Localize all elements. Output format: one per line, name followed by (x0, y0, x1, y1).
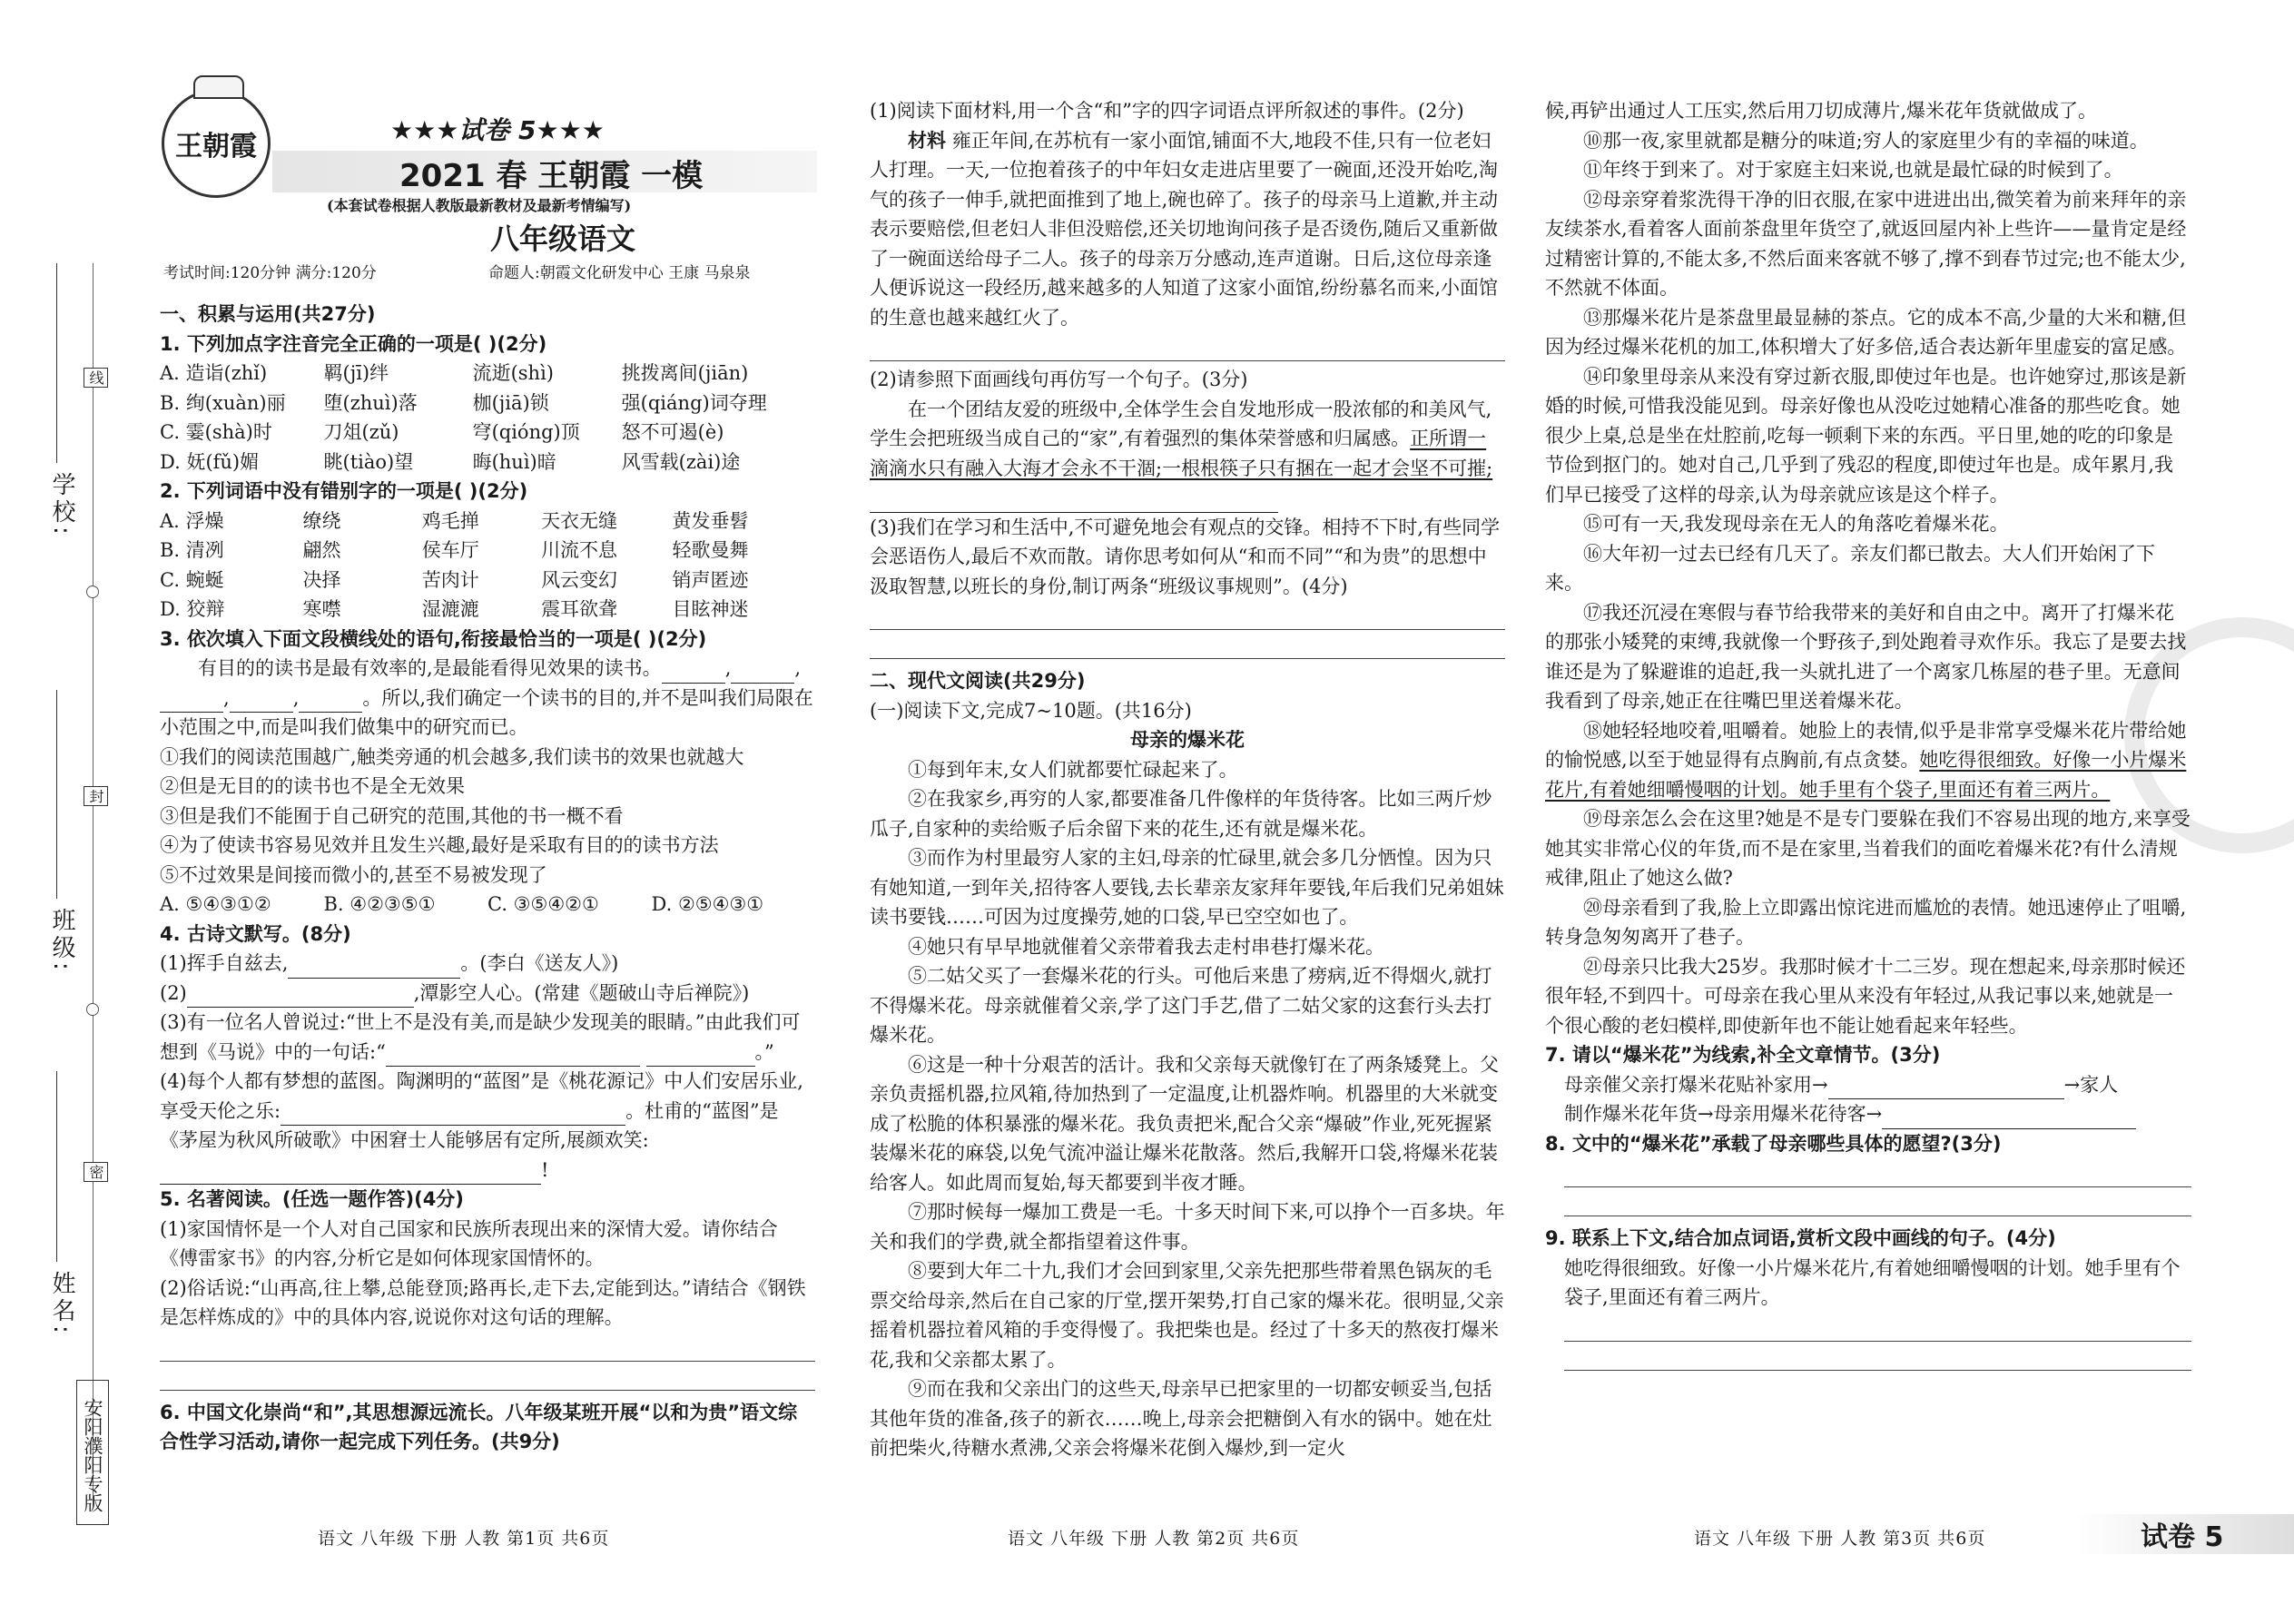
essay-paragraph: 候,再铲出通过人工压实,然后用刀切成薄片,爆米花年货就做成了。 (1545, 100, 2098, 122)
essay-paragraph-18 (1545, 716, 2191, 805)
answer-blank[interactable] (1828, 1078, 2064, 1099)
seal-mark-seal: 封 (84, 786, 108, 806)
essay-paragraph: ⑪年终于到来了。对于家庭主妇来说,也就是最忙碌的时候到了。 (1583, 159, 2123, 181)
answer-blank[interactable] (299, 691, 362, 713)
answer-line[interactable] (870, 332, 1505, 361)
section-title: 二、现代文阅读(共29分) (870, 670, 1086, 692)
option-word: 苦肉计 (421, 568, 479, 591)
option[interactable]: C. ③⑤④②① (487, 893, 599, 915)
option[interactable]: D. 狡辩 (160, 598, 225, 620)
essay-title: 母亲的爆米花 (1130, 729, 1245, 751)
q4-text: (3)有一位名人曾说过:“世上不是没有美,而是缺少发现美的眼睛。”由此我们可想到《马说》中的一句话:“ (160, 1011, 801, 1063)
class-label: 班级: (48, 908, 75, 974)
name-field[interactable] (56, 1071, 57, 1262)
binding-hole (86, 586, 99, 598)
essay-paragraph: ⑨而在我和父亲出门的这些天,母亲早已把家里的一切都安顿妥当,包括其他年货的准备,孩子的新衣……晚上,母亲会把糖倒入有水的锅中。她在灶前把柴火,待糖水煮沸,父亲会将爆米花倒入爆炒,到一定火 (870, 1378, 1492, 1459)
answer-blank[interactable] (731, 662, 794, 684)
essay-paragraph: ⑳母亲看到了我,脸上立即露出惊诧进而尴尬的表情。她迅速停止了咀嚼,转身急匆匆离开了巷子。 (1545, 896, 2187, 948)
option-word: 风雪载(zài)途 (621, 450, 741, 473)
option-word: 刀俎(zǔ) (323, 421, 399, 443)
essay-paragraph: ⑬那爆米花片是茶盘里最显赫的茶点。它的成本不高,少量的大米和糖,但因为经过爆米花机的加工,体积增大了好多倍,适合表达新年里虚妄的富足感。 (1545, 306, 2187, 358)
binding-hole (86, 1003, 99, 1016)
subject-title: 八年级语文 (490, 221, 636, 256)
option[interactable]: A. 浮燥 (160, 509, 224, 532)
option[interactable]: D. ②⑤④③① (651, 893, 764, 915)
answer-line[interactable] (160, 1333, 815, 1362)
q4-text: ! (541, 1158, 549, 1181)
question-2: 2. 下列词语中没有错别字的一项是( )(2分) (160, 480, 528, 502)
page-footer: 语文 八年级 下册 人教 第2页 共6页 (1008, 1529, 1300, 1549)
answer-blank[interactable] (288, 957, 460, 979)
option-word: 堕(zhuì)落 (323, 391, 418, 414)
crown-icon (193, 75, 244, 99)
essay-paragraph: ③而作为村里最穷人家的主妇,母亲的忙碌里,就会多几分恓惶。因为只有她知道,一到年关,招待客人要钱,去长辈亲友家拜年要钱,年后我们兄弟姐妹读书要钱……可因为过度操劳,她的口袋,早已空空如也了。 (870, 847, 1504, 928)
essay-paragraph: ⑧要到大年二十九,我们才会回到家里,父亲先把那些带着黑色锅灰的毛票交给母亲,然后在自己家的厅堂,摆开架势,打自己家的爆米花。很明显,父亲摇着机器拉着风箱的手变得慢了。我把柴也是。经过了十多天的熬夜打爆米花,我和父亲都太累了。 (870, 1260, 1504, 1371)
option-word: 黄发垂髫 (672, 509, 749, 532)
q7-text: →家人 (2063, 1073, 2119, 1096)
option-word: 轻歌曼舞 (672, 539, 749, 561)
q1-options (160, 359, 815, 477)
material-label: 材料 (908, 129, 946, 152)
option-word: 决择 (302, 568, 341, 591)
q9-quote: 她吃得很细致。好像一小片爆米花片,有着她细嚼慢咽的计划。她手里有个袋子,里面还有着三两片。 (1564, 1256, 2181, 1308)
exam-number: ★★★试卷 5★★★ (390, 115, 605, 145)
option-word: 枷(jiā)锁 (472, 391, 549, 414)
q4-item-1 (160, 949, 815, 979)
option-word: 怒不可遏(è) (621, 421, 724, 443)
option-word: 鸡毛掸 (421, 509, 479, 532)
q4-item-4 (160, 1067, 815, 1185)
q4-text: (4)每个人都有梦想的蓝图。陶渊明的“蓝图”是《桃花源记》中人们安居乐业,享受天伦之乐: (160, 1070, 803, 1122)
q7-text: 制作爆米花年货→母亲用爆米花待客→ (1564, 1103, 1883, 1125)
q4-item-2: (2) ,潭影空人心。(常建《题破山寺后禅院》) (160, 979, 815, 1009)
q3-passage-text: 有目的的读书是最有效率的,是最能看得见效果的读书。 (198, 657, 662, 679)
paragraph-text: ⑱她轻轻地咬着,咀嚼着。她脸上的表情,似乎是非常享受爆米花片带给她的愉悦感,以至于她显得有点胸前,有点贪婪。 (1545, 719, 2187, 771)
essay-paragraph: ⑦那时候每一爆加工费是一毛。十多天时间下来,可以挣个一百多块。年关和我们的学费,就全都指望着这件事。 (870, 1201, 1505, 1253)
answer-blank[interactable] (662, 662, 725, 684)
school-field[interactable] (56, 263, 57, 463)
option[interactable]: A. 造诣(zhǐ) (160, 362, 268, 384)
q3-options (160, 890, 815, 920)
essay-paragraph: ⑰我还沉浸在寒假与春节给我带来的美好和自由之中。离开了打爆米花的那张小矮凳的束缚,我就像一个野孩子,到处跑着寻欢作乐。我忘了是要去找谁还是为了躲避谁的追赶,我一头就扎进了一个离家几栋屋的巷子里。无意间我看到了母亲,她正在往嘴巴里送着爆米花。 (1545, 601, 2187, 712)
answer-blank[interactable] (187, 986, 414, 1008)
class-field[interactable] (56, 690, 57, 899)
q2-options (160, 507, 815, 625)
option-word: 穹(qióng)顶 (472, 421, 580, 443)
page-footer: 语文 八年级 下册 人教 第3页 共6页 (1694, 1529, 1986, 1549)
q4-text: ,潭影空人心。(常建《题破山寺后禅院》) (413, 981, 750, 1004)
answer-blank[interactable] (386, 1045, 640, 1067)
q4-text: 。杜甫的“蓝图”是《茅屋为秋风所破歌》中困窘士人能够居有定所,展颜欢笑: (160, 1099, 779, 1151)
option[interactable]: B. ④②③⑤① (323, 893, 436, 915)
q3-passage-text: 。所以,我们确定一个读书的目的,并不是叫我们局限在小范围之中,而是叫我们做集中的研究而已。 (160, 686, 813, 738)
essay-paragraph: ⑥这是一种十分艰苦的活计。我和父亲每天就像钉在了两条矮凳上。父亲负责摇机器,拉风箱,待加热到了一定温度,让机器炸响。机器里的大米就变成了松脆的体积暴涨的爆米花。我负责把米,配合父亲“爆破”作业,死死握紧装爆米花的麻袋,以免气流冲溢让爆米花散落。然后,我解开口袋,将爆米花装给客人。如此周而复始,每天都要到半夜才睡。 (870, 1053, 1499, 1194)
option-word: 风云变幻 (541, 568, 618, 591)
essay-paragraph: ⑭印象里母亲从来没有穿过新衣服,即使过年也是。也许她穿过,那该是新婚的时候,可惜我没能见到。母亲好像也从没吃过她精心准备的那些吃食。她很少上桌,总是坐在灶腔前,吃每一顿剩下来的东西。平日里,她的吃的印象是节俭到抠门的。她对自己,几乎到了残忍的程度,即使过年也是。成年累月,我们早已接受了这样的母亲,认为母亲就应该是这个样子。 (1545, 365, 2187, 506)
material-text: 雍正年间,在苏杭有一家小面馆,铺面不大,地段不佳,只有一位老妇人打理。一天,一位抱着孩子的中年妇女走进店里要了一碗面,还没开始吃,淘气的孩子一伸手,就把面推到了地上,碗也碎了。孩子的母亲马上道歉,并主动表示要赔偿,但老妇人非但没赔偿,还关切地询问孩子是否烫伤,随后又重新做了一碗面送给母子二人。孩子的母亲万分感动,连声道谢。日后,这位母亲逢人便诉说这一段经历,越来越多的人知道了这家小面馆,纷纷慕名而来,小面馆的生意也越来越红火了。 (870, 129, 1499, 329)
answer-blank[interactable] (230, 691, 293, 713)
question-5: 5. 名著阅读。(任选一题作答)(4分) (160, 1188, 464, 1210)
question-1: 1. 下列加点字注音完全正确的一项是( )(2分) (160, 332, 547, 355)
option[interactable]: C. 霎(shà)时 (160, 421, 272, 443)
essay-paragraph: ⑩那一夜,家里就都是糖分的味道;穷人的家庭里少有的幸福的味道。 (1583, 129, 2149, 152)
option[interactable]: B. 清冽 (160, 539, 224, 561)
logo-text: 王朝霞 (175, 131, 257, 162)
option-word: 川流不息 (541, 539, 618, 561)
option[interactable]: A. ⑤④③①② (160, 893, 271, 915)
answer-line[interactable] (1564, 1313, 2191, 1342)
exam-title: 2021 春 王朝霞 一模 (399, 158, 704, 194)
q3-item: ①我们的阅读范围越广,触类旁通的机会越多,我们读书的效果也就越大 (160, 745, 744, 768)
essay-paragraph: ㉑母亲只比我大25岁。我那时候才十二三岁。现在想起来,母亲那时候还很年轻,不到四十。可母亲在我心里从来没有年轻过,从我记事以来,她就是一个很心酸的老妇模样,即使新年也不能让她看起来年轻些。 (1545, 955, 2186, 1037)
edition-label: 安阳濮阳专版 (76, 1380, 109, 1525)
exam-time-info: 考试时间:120分钟 满分:120分 (163, 264, 377, 282)
q6-2: (2)请参照下面画线句再仿写一个句子。(3分) (870, 369, 1248, 390)
q3-item: ⑤不过效果是间接而微小的,甚至不易被发现了 (160, 863, 547, 886)
option-word: 流逝(shì) (472, 362, 554, 384)
q5-option-2: (2)俗话说:“山再高,往上攀,总能登顶;路再长,走下去,定能到达。”请结合《钢铁是怎样炼成的》中的具体内容,说说你对这句话的理解。 (160, 1276, 806, 1328)
answer-line[interactable] (1564, 1342, 2191, 1371)
answer-blank[interactable] (1882, 1107, 2136, 1129)
logo (162, 89, 271, 198)
option-word: 目眩神迷 (672, 598, 749, 620)
answer-line[interactable] (870, 601, 1505, 630)
underlined-sentence: 正所谓一滴滴水只有融入大海才会永不干涸;一根根筷子只有捆在一起才会坚不可摧; (870, 428, 1493, 479)
question-3: 3. 依次填入下面文段横线处的语句,衔接最恰当的一项是( )(2分) (160, 627, 707, 650)
option[interactable]: B. 绚(xuàn)丽 (160, 391, 286, 414)
answer-line[interactable] (160, 1362, 815, 1391)
essay-paragraph: ①每到年末,女人们就都要忙碌起来了。 (908, 758, 1238, 781)
column-2 (870, 96, 1505, 1463)
q3-passage: 有目的的读书是最有效率的,是最能看得见效果的读书。 , ,, , 。所以,我们确定一个读书的目的,并不是叫我们局限在小范围之中,而是叫我们做集中的研究而已。 (160, 657, 813, 738)
answer-blank[interactable] (160, 1163, 541, 1185)
underlined-sentence: 她吃得很细致。好像一小片爆米花片,有着她细嚼慢咽的计划。她手里有个袋子,里面还有着三两片。 (1545, 749, 2187, 801)
exam-badge: 试卷 5 (2141, 1521, 2224, 1553)
question-7: 7. 请以“爆米花”为线索,补全文章情节。(3分) (1545, 1044, 1941, 1066)
section-title: 一、积累与运用(共27分) (160, 303, 376, 325)
material-passage (870, 126, 1505, 333)
option-word: 翩然 (302, 539, 341, 561)
option[interactable]: D. 妩(fǔ)媚 (160, 450, 260, 473)
q4-text: (1)挥手自兹去, (160, 952, 289, 974)
option-word: 销声匿迹 (672, 568, 749, 591)
name-label: 姓名: (48, 1271, 75, 1337)
essay-paragraph: ②在我家乡,再穷的人家,都要准备几件像样的年货待客。比如三两斤炒瓜子,自家种的卖给贩子后余留下来的花生,还有就是爆米花。 (870, 788, 1492, 840)
q7-flow (1545, 1070, 2191, 1100)
subsection-title: (一)阅读下文,完成7~10题。(共16分) (870, 699, 1192, 722)
option-word: 震耳欲聋 (541, 598, 618, 620)
exam-note: (本套试卷根据人教版最新教材及最新考情编写) (327, 197, 632, 214)
answer-line[interactable] (1564, 1187, 2191, 1216)
q5-option-1: (1)家国情怀是一个人对自己国家和民族所表现出来的深情大爱。请你结合《傅雷家书》的内容,分析它是如何体现家国情怀的。 (160, 1217, 778, 1269)
essay-paragraph: ⑲母亲怎么会在这里?她是不是专门要躲在我们不容易出现的地方,来享受她其实非常心仪的年货,而不是在家里,当着我们的面吃着爆米花?有什么清规戒律,阻止了她这么做? (1545, 808, 2191, 889)
answer-blank[interactable] (870, 491, 1278, 513)
author-info: 命题人:朝霞文化研发中心 王康 马泉泉 (488, 264, 751, 282)
question-8: 8. 文中的“爆米花”承载了母亲哪些具体的愿望?(3分) (1545, 1132, 2002, 1155)
option-word: 晦(huì)暗 (472, 450, 556, 473)
essay-paragraph: ④她只有早早地就催着父亲带着我去走村串巷打爆米花。 (908, 935, 1384, 958)
answer-line[interactable] (870, 630, 1505, 659)
option[interactable]: C. 蜿蜒 (160, 568, 224, 591)
q3-item: ②但是无目的的读书也不是全无效果 (160, 775, 465, 797)
column-1 (160, 300, 815, 1457)
essay-paragraph: ⑮可有一天,我发现母亲在无人的角落吃着爆米花。 (1583, 513, 2009, 535)
option-word: 挑拨离间(jiān) (621, 362, 749, 384)
q6-2-text: 在一个团结友爱的班级中,全体学生会自发地形成一股浓郁的和美风气,学生会把班级当成自己的“家”,有着强烈的集体荣誉感和归属感。 (870, 398, 1492, 449)
essay-paragraph: ⑤二姑父买了一套爆米花的行头。可他后来患了痨病,近不得烟火,就打不得爆米花。母亲就催着父亲,学了这门手艺,借了二姑父家的这套行头去打爆米花。 (870, 965, 1492, 1046)
q4-text: 。” (754, 1040, 774, 1063)
q7-flow (1545, 1099, 2191, 1129)
answer-blank[interactable] (160, 691, 223, 713)
q3-item: ③但是我们不能囿于自己研究的范围,其他的书一概不看 (160, 804, 624, 827)
option-word: 缭绕 (302, 509, 341, 532)
school-label: 学校: (48, 472, 75, 538)
q6-3: (3)我们在学习和生活中,不可避免地会有观点的交锋。相持不下时,有些同学会恶语伤人,最后不欢而散。请你思考如何从“和而不同”“和为贵”的思想中汲取智慧,以班长的身份,制订两条“班级议事规则”。(4分) (870, 516, 1501, 597)
answer-line[interactable] (1564, 1158, 2191, 1187)
option-word: 侯车厅 (421, 539, 479, 561)
essay-paragraph: ⑫母亲穿着浆洗得干净的旧衣服,在家中进进出出,微笑着为前来拜年的亲友续茶水,看着客人面前茶盘里年货空了,就返回屋内补上些许——量肯定是经过精密计算的,不能太多,不然后面来客就不够了,撑不到春节过完;也不能太少,不然就不体面。 (1545, 188, 2187, 299)
option-word: 湿漉漉 (421, 598, 479, 620)
answer-blank[interactable] (281, 1104, 625, 1126)
seal-mark-line: 线 (84, 368, 108, 388)
column-3 (1545, 96, 2191, 1371)
answer-blank[interactable] (646, 1045, 755, 1067)
option-word: 寒噤 (302, 598, 341, 620)
q3-item: ④为了使读书容易见效并且发生兴趣,最好是采取有目的的读书方法 (160, 834, 719, 856)
option-word: 天衣无缝 (541, 509, 618, 532)
option-word: 羁(jī)绊 (323, 362, 389, 384)
question-6: 6. 中国文化崇尚“和”,其思想源远流长。八年级某班开展“以和为贵”语文综合性学习活动,请你一起完成下列任务。(共9分) (160, 1401, 798, 1452)
option-word: 强(qiáng)词夺理 (621, 391, 767, 414)
q6-1: (1)阅读下面材料,用一个含“和”字的四字词语点评所叙述的事件。(2分) (870, 100, 1464, 122)
essay-paragraph: ⑯大年初一过去已经有几天了。亲友们都已散去。大人们开始闲了下来。 (1545, 542, 2155, 594)
q6-2-passage (870, 395, 1505, 513)
binding-line (93, 263, 94, 1507)
page-footer: 语文 八年级 下册 人教 第1页 共6页 (318, 1529, 610, 1549)
question-9: 9. 联系上下文,结合加点词语,赏析文段中画线的句子。(4分) (1545, 1227, 2056, 1249)
q7-text: 母亲催父亲打爆米花贴补家用→ (1564, 1073, 1828, 1096)
q4-text: 。(李白《送友人》) (460, 952, 619, 974)
seal-mark-secret: 密 (84, 1162, 108, 1182)
question-4: 4. 古诗文默写。(8分) (160, 922, 351, 945)
q4-item-3 (160, 1008, 815, 1067)
option-word: 眺(tiào)望 (323, 450, 414, 473)
